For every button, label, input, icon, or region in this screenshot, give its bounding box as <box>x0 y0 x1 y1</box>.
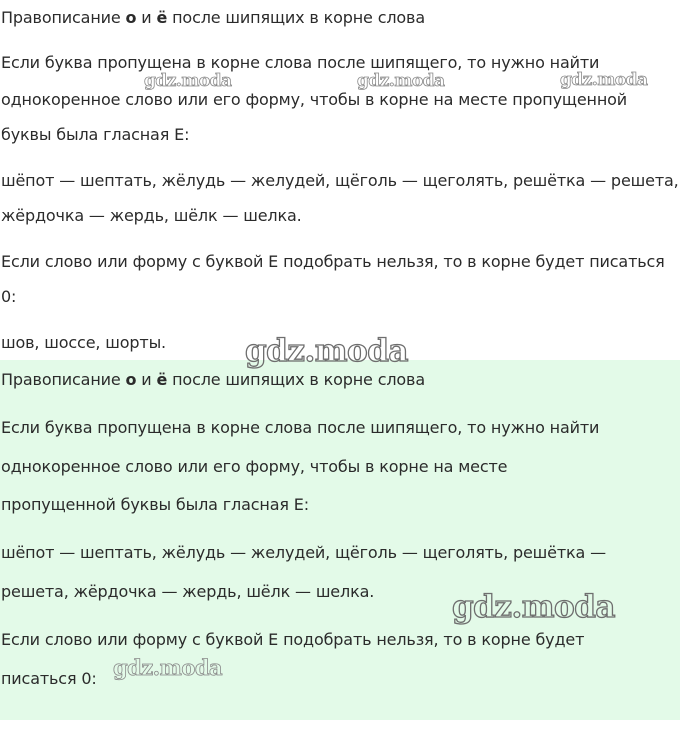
examples-line: жёрдочка — жердь, шёлк — шелка. <box>1 206 302 225</box>
rule-block-highlighted <box>0 360 680 720</box>
rule-block-original <box>0 0 680 360</box>
watermark: gdz.moda <box>144 71 232 91</box>
exception-examples-line: шов, шоссе, шорты. <box>1 333 166 352</box>
letter-yo: ё <box>156 370 168 389</box>
rule-title: Правописание о и ё после шипящих в корне слова <box>1 8 425 27</box>
watermark: gdz.moda <box>357 71 445 91</box>
rule-text-line: Если буква пропущена в корне слова после шипящего, то нужно найти <box>1 418 600 437</box>
examples-line: решета, жёрдочка — жердь, шёлк — шелка. <box>1 582 375 601</box>
letter-yo: ё <box>156 8 168 27</box>
watermark: gdz.moda <box>560 70 648 90</box>
letter-o: о <box>125 8 137 27</box>
exception-text-line: писаться 0: <box>1 669 97 688</box>
letter-o: о <box>125 370 137 389</box>
rule-text-line: однокоренное слово или его форму, чтобы в корне на месте пропущенной <box>1 90 628 109</box>
rule-title: Правописание о и ё после шипящих в корне слова <box>1 370 425 389</box>
watermark: gdz.moda <box>245 333 408 369</box>
examples-line: шёпот — шептать, жёлудь — желудей, щёголь — щеголять, решётка — решета, <box>1 171 679 190</box>
exception-text-line: 0: <box>1 287 17 306</box>
exception-text-line: Если слово или форму с буквой Е подобрать нельзя, то в корне будет <box>1 630 585 649</box>
rule-text-line: буквы была гласная Е: <box>1 125 190 144</box>
examples-line: шёпот — шептать, жёлудь — желудей, щёголь — щеголять, решётка — <box>1 543 606 562</box>
exception-text-line: Если слово или форму с буквой Е подобрать нельзя, то в корне будет писаться <box>1 252 665 271</box>
rule-text-line: однокоренное слово или его форму, чтобы в корне на месте <box>1 457 508 476</box>
rule-text-line: пропущенной буквы была гласная Е: <box>1 495 309 514</box>
rule-text-line: Если буква пропущена в корне слова после шипящего, то нужно найти <box>1 53 600 72</box>
